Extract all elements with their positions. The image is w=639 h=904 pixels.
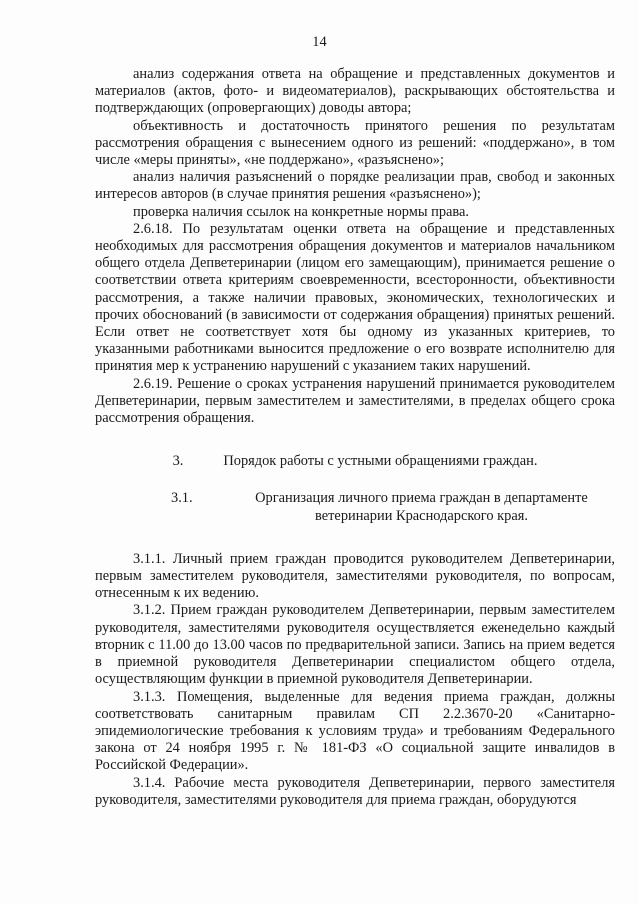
section-heading — [95, 453, 615, 470]
paragraph: объективность и достаточность принятого решения по результатам рассмотрения обращения с вынесением одного из решений: «поддержано», в том числе «меры приняты», «не поддержано», «разъяснено»; — [95, 117, 615, 169]
paragraph: 2.6.19. Решение о сроках устранения нарушений принимается руководителем Депветеринарии, первым заместителем и заместителями, в пределах общего срока рассмотрения обращения. — [95, 375, 615, 427]
paragraph: 2.6.18. По результатам оценки ответа на обращение и представленных необходимых для рассмотрения обращения документов и материалов начальником общего отдела Депветеринарии (лицом его замещающим), принимается решение о соответствии ответа критериям своевременности, всесторонности, объективности рассмотрения, а также наличии правовых, экономических, технологических и прочих обоснований (в зависимости от содержания обращения) принятых решений. Если ответ не соответствует хотя бы одному из указанных критериев, то указанными работниками выносится предложение о его возврате исполнителю для принятия мер к устранению нарушений с указанием таких нарушений. — [95, 220, 615, 375]
subsection-heading — [95, 490, 615, 524]
subsection-number: 3.1. — [171, 490, 193, 507]
paragraph: анализ содержания ответа на обращение и представленных документов и материалов (актов, фото- и видеоматериалов), раскрывающих обстоятельства и подтверждающих (опровергающих) доводы автора; — [95, 66, 615, 117]
subsection-title: Организация личного приема граждан в департаменте ветеринарии Краснодарского края. — [255, 490, 588, 524]
paragraph: 3.1.2. Прием граждан руководителем Депветеринарии, первым заместителем руководителя, заместителями руководителя осуществляется еженедельно каждый вторник с 11.00 до 13.00 часов по предварительной записи. Запись на прием ведется в приемной руководителя Депветеринарии специалистом общего отдела, осуществляющим функции в приемной руководителя Депветеринарии. — [95, 602, 615, 688]
spacer — [95, 470, 615, 490]
paragraph: проверка наличия ссылок на конкретные нормы права. — [133, 203, 469, 220]
document-body — [95, 66, 615, 809]
paragraph: 3.1.4. Рабочие места руководителя Депветеринарии, первого заместителя руководителя, заместителями руководителя для приема граждан, оборудуются — [95, 774, 615, 808]
paragraph: анализ наличия разъяснений о порядке реализации прав, свобод и законных интересов авторов (в случае принятия решения «разъяснено»); — [95, 169, 615, 203]
spacer — [95, 427, 615, 453]
spacer — [95, 525, 615, 551]
section-number: 3. — [172, 453, 184, 470]
section-title: Порядок работы с устными обращениями граждан. — [223, 453, 538, 470]
page-number: 14 — [312, 34, 327, 50]
paragraph: 3.1.3. Помещения, выделенные для ведения приема граждан, должны соответствовать санитарным правилам СП 2.2.3670-20 «Санитарно-эпидемиологические требования к условиям труда» и требованиям Федерального закона от 24 ноября 1995 г. № 181-ФЗ «О социальной защите инвалидов в Российской Федерации». — [95, 688, 615, 774]
paragraph: 3.1.1. Личный прием граждан проводится руководителем Депветеринарии, первым заместителем руководителя, заместителями руководителя, по вопросам, отнесенным к их ведению. — [95, 550, 615, 602]
